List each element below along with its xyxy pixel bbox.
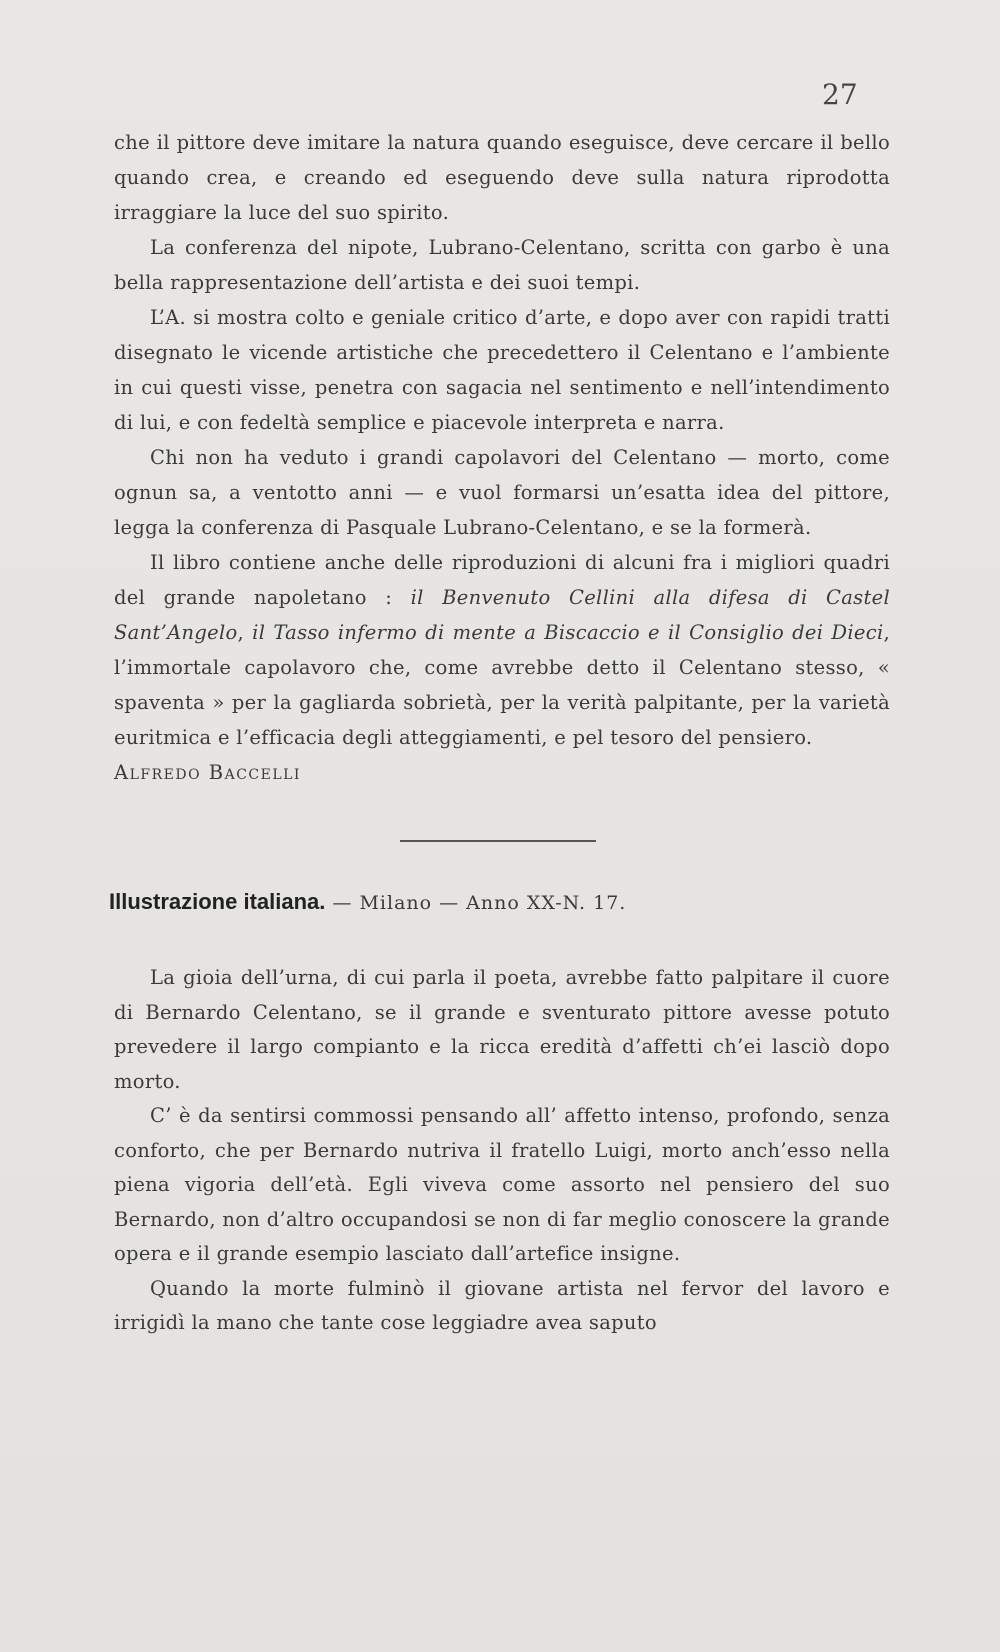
paragraph: Quando la morte fulminò il giovane artista nel fervor del lavoro e irrigidì la mano che tante cose leggiadre avea saputo xyxy=(114,1276,890,1334)
paragraph: La conferenza del nipote, Lubrano-Celentano, scritta con garbo è una bella rappresentazione dell’artista e dei suoi tempi. xyxy=(114,236,890,294)
section-divider xyxy=(400,840,596,842)
source-citation xyxy=(109,884,890,921)
paragraph: Chi non ha veduto i grandi capolavori del Celentano — morto, come ognun sa, a ventotto anni — e vuol formarsi un’esatta idea del pittore, legga la conferenza di Pasquale Lubrano-Celentano, e se la formerà. xyxy=(114,446,890,539)
review-illustrazione xyxy=(114,961,890,1341)
paragraph-text: Il libro contiene anche delle riproduzioni di alcuni fra i migliori quadri del grande napoletano : xyxy=(114,551,890,609)
publication-details: — Milano — Anno XX-N. 17. xyxy=(325,892,627,914)
separator-text: , xyxy=(237,621,253,644)
author-signature: Alfredo Baccelli xyxy=(114,761,301,784)
paragraph: che il pittore deve imitare la natura quando eseguisce, deve cercare il bello quando crea, e creando ed eseguendo deve sulla natura riprodotta irraggiare la luce del suo spirito. xyxy=(114,131,890,224)
paragraph: La gioia dell’urna, di cui parla il poeta, avrebbe fatto palpitare il cuore di Bernardo Celentano, se il grande e sventurato pittore avesse potuto prevedere il largo compianto e la ricca eredità d’affetti ch’ei lasciò dopo morto. xyxy=(114,966,890,1093)
paragraph: C’ è da sentirsi commossi pensando all’ affetto intenso, profondo, senza conforto, che per Bernardo nutriva il fratello Luigi, morto anch’esso nella piena vigoria dell’età. Egli viveva come assorto nel pensiero del suo Bernardo, non d’altro occupandosi se non di far meglio conoscere la grande opera e il grande esempio lasciato dall’artefice insigne. xyxy=(114,1104,890,1265)
painting-title: il Benvenuto Cellini alla difesa di Castel Sant’Angelo xyxy=(114,586,890,644)
painting-title: il Tasso infermo di mente a Biscaccio e il Consiglio dei Dieci xyxy=(252,621,884,644)
publication-name: Illustrazione italiana. xyxy=(109,889,326,914)
paragraph: L’A. si mostra colto e geniale critico d’arte, e dopo aver con rapidi tratti disegnato le vicende artistiche che precedettero il Celentano e l’ambiente in cui questi visse, penetra con sagacia nel sentimento e nell’intendimento di lui, e con fedeltà semplice e piacevole interpreta e narra. xyxy=(114,306,890,434)
page-number: 27 xyxy=(822,78,858,111)
page-body xyxy=(109,125,890,1341)
paragraph-illustrations xyxy=(114,545,890,755)
review-baccelli xyxy=(114,125,890,790)
paragraph-text: , l’immortale capolavoro che, come avrebbe detto il Celentano stesso, « spaventa » per la gagliarda sobrietà, per la verità palpitante, per la varietà euritmica e l’efficacia degli atteggiamenti, e pel tesoro del pensiero. xyxy=(114,621,890,749)
